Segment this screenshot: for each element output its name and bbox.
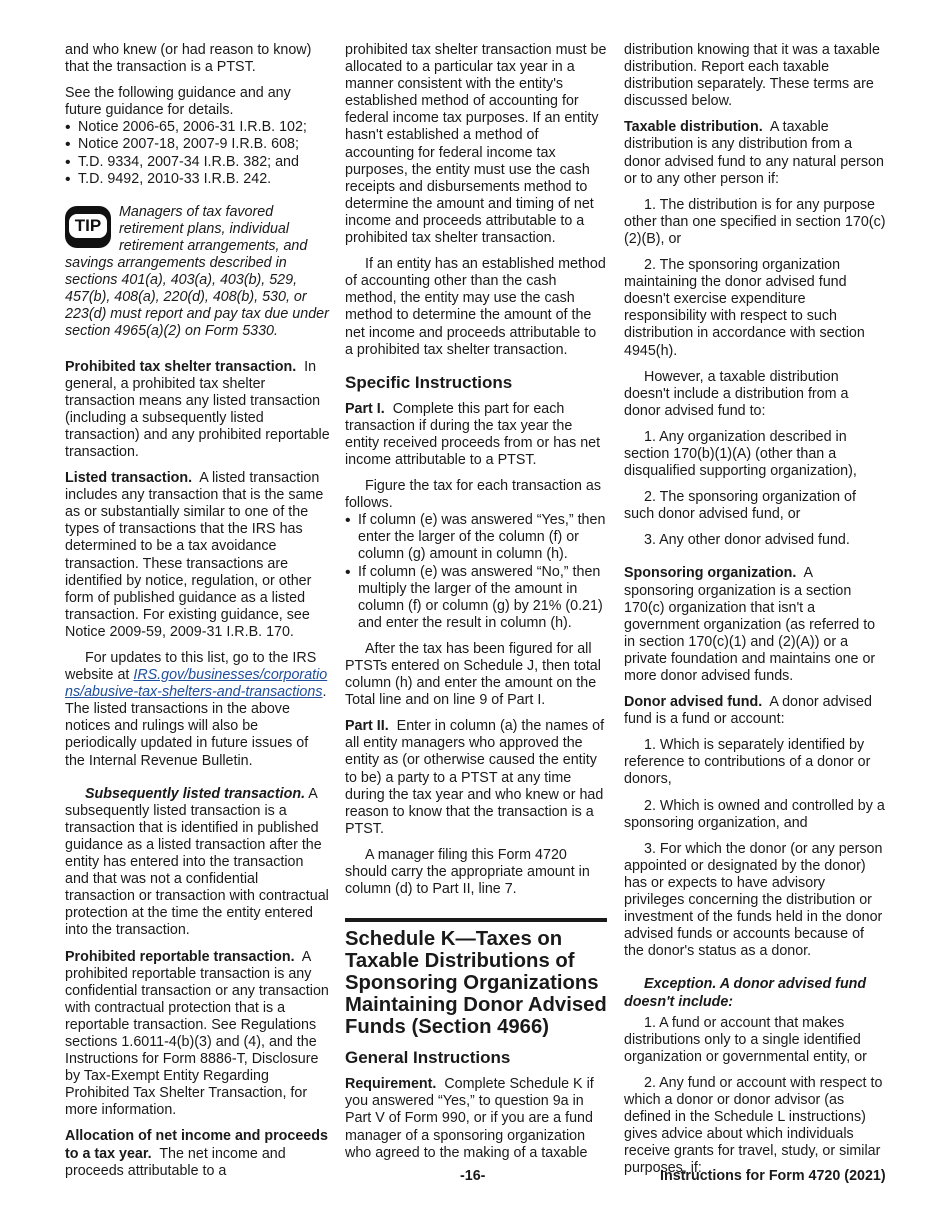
list-item: • Notice 2007-18, 2007-9 I.R.B. 608;	[65, 136, 330, 153]
lt-paragraph	[65, 470, 330, 641]
list-item: • If column (e) was answered “No,” then multiply the larger of the amount in column (f) or column (g) by 21% (0.21) and enter the result in column (h).	[345, 564, 607, 632]
slt-body: A subsequently listed transaction is a transaction that is identified in published guidance as a listed transaction after the entity has entered into the transaction and that was not a confidential transaction or transaction with contractual protection at the time the entity entered into the transaction.	[65, 785, 329, 939]
part2-paragraph	[345, 718, 607, 838]
col2-para-1: prohibited tax shelter transaction must be allocated to a particular tax year in a manner consistent with the entity's established method of accounting for federal income tax purposes. If an entity hasn't established a method of accounting for federal income tax purposes, the entity must use the cash receipts and disbursements method to determine the amount and timing of net income and proceeds attributable to a prohibited tax shelter transaction.	[345, 42, 607, 247]
td-heading: Taxable distribution.	[624, 119, 763, 136]
requirement-body: Complete Schedule K if you answered “Yes,” to question 9a in Part V of Form 990, or if you are a fund manager of a sponsoring organization who agreed to the making of a taxable	[345, 1076, 594, 1161]
however-item-1: 1. Any organization described in section 170(b)(1)(A) (other than a disqualified supporting organization),	[624, 428, 857, 480]
pts-heading: Prohibited tax shelter transaction.	[65, 358, 297, 375]
td-item-2: 2. The sponsoring organization maintaining the donor advised fund doesn't exercise expenditure responsibility with respect to such distribution in accordance with section 4945(h).	[624, 257, 865, 359]
column-2	[345, 42, 607, 1171]
daf-paragraph	[624, 694, 886, 728]
figure-paragraph: Figure the tax for each transaction as follows.	[345, 478, 602, 512]
alloc-heading: Allocation of net income and proceeds to a tax year.	[65, 1128, 328, 1162]
daf-body: A donor advised fund is a fund or account:	[624, 694, 872, 728]
col3-para-1: distribution knowing that it was a taxable distribution. Report each taxable distribution separately. These terms are discussed below.	[624, 42, 880, 110]
document-title: Instructions for Form 4720 (2021)	[660, 1168, 886, 1184]
list-item: • T.D. 9492, 2010-33 I.R.B. 242.	[65, 171, 330, 188]
alloc-paragraph	[65, 1128, 330, 1179]
requirement-paragraph	[345, 1076, 607, 1161]
part1-heading: Part I.	[345, 400, 385, 417]
part2-heading: Part II.	[345, 718, 389, 735]
tax-bullets	[345, 512, 607, 632]
tip-icon	[65, 206, 113, 250]
lt-body: A listed transaction includes any transaction that is the same as or substantially similar to one of the types of transactions that the IRS has determined to be a tax avoidance transaction. These transactions are identified by notice, regulation, or other form of published guidance as a listed transaction. For existing guidance, see Notice 2009-59, 2009-31 I.R.B. 170.	[65, 470, 324, 640]
exception-heading: Exception. A donor advised fund doesn't include:	[624, 976, 867, 1010]
manager-paragraph: A manager filing this Form 4720 should carry the appropriate amount in column (d) to Part II, line 7.	[345, 846, 590, 898]
so-heading: Sponsoring organization.	[624, 565, 797, 582]
pts-paragraph	[65, 359, 330, 462]
td-body: A taxable distribution is any distribution from a donor advised fund to any natural person or to any other person if:	[624, 119, 884, 187]
column-1	[65, 42, 330, 1189]
list-item: • Notice 2006-65, 2006-31 I.R.B. 102;	[65, 119, 330, 136]
schedule-k-rule	[345, 918, 607, 922]
td-item-1: 1. The distribution is for any purpose other than one specified in section 170(c)(2)(B), or	[624, 196, 886, 247]
col2-para-2: If an entity has an established method of accounting other than the cash method, the entity may use the cash method to determine the amount of the net income and proceeds attributable to a prohibited tax shelter transaction.	[345, 256, 606, 358]
pts-body: In general, a prohibited tax shelter transaction means any listed transaction (including a subsequently listed transaction) and any prohibited reportable transaction.	[65, 358, 330, 460]
col1-para-2: See the following guidance and any future guidance for details.	[65, 85, 291, 119]
col1-para-1: and who knew (or had reason to know) that the transaction is a PTST.	[65, 42, 312, 76]
daf-heading: Donor advised fund.	[624, 694, 763, 711]
tip-text: Managers of tax favored retirement plans, individual retirement arrangements, and savings arrangements described in sections 401(a), 403(a), 403(b), 529, 457(b), 408(a), 220(d), 408(b), 530, or 223(d) must report and pay tax due under section 4965(a)(2) on Form 5330.	[65, 203, 329, 340]
list-item: • T.D. 9334, 2007-34 I.R.B. 382; and	[65, 154, 330, 171]
alloc-body: The net income and proceeds attributable to a	[65, 1145, 286, 1179]
daf-item-2: 2. Which is owned and controlled by a sponsoring organization, and	[624, 797, 885, 831]
part2-body: Enter in column (a) the names of all entity managers who approved the entity as (or otherwise caused the entity to be) a party to a PTST at any time during the tax year and who knew or had reason to know that the transaction is a PTST.	[345, 718, 605, 837]
however-item-3: 3. Any other donor advised fund.	[644, 532, 850, 549]
column-3	[624, 42, 886, 1186]
part1-paragraph	[345, 401, 607, 469]
irs-link[interactable]: IRS.gov/businesses/corporations/abusive-tax-shelters-and-transactions	[65, 667, 328, 701]
updates-post: . The listed transactions in the above notices and rulings will also be periodically updated in future issues of the Internal Revenue Bulletin.	[65, 684, 327, 769]
daf-item-1: 1. Which is separately identified by reference to contributions of a donor or donors,	[624, 737, 871, 788]
prt-body: A prohibited reportable transaction is any confidential transaction or any transaction with contractual protection that is a reportable transaction. See Regulations sections 1.6011-4(b)(3) and (4), and the Instructions for Form 8886-T, Disclosure by Tax-Exempt Entity Regarding Prohibited Tax Shelter Transaction, for more information.	[65, 948, 329, 1119]
list-item: • If column (e) was answered “Yes,” then enter the larger of the column (f) or column (g) amount in column (h).	[345, 512, 607, 563]
part1-body: Complete this part for each transaction if during the tax year the entity received proceeds from or has net income attributable to a PTST.	[345, 400, 601, 468]
updates-pre: For updates to this list, go to the IRS website at	[65, 650, 317, 684]
requirement-heading: Requirement.	[345, 1076, 437, 1093]
schedule-k-heading: Schedule K—Taxes on Taxable Distributions of Sponsoring Organizations Maintaining Donor Advised Funds (Section 4966)	[345, 928, 607, 1039]
specific-instructions-heading: Specific Instructions	[345, 372, 513, 392]
however-item-2: 2. The sponsoring organization of such donor advised fund, or	[624, 489, 856, 523]
lt-heading: Listed transaction.	[65, 470, 193, 487]
after-paragraph: After the tax has been figured for all PTSTs entered on Schedule J, then total column (h) and enter the amount on the Total line and on line 9 of Part I.	[345, 640, 601, 709]
daf-item-3: 3. For which the donor (or any person appointed or designated by the donor) has or expects to have advisory privileges concerning the distribution or investment of the funds held in the donor advised funds or accounts because of the donor's status as a donor.	[624, 840, 883, 960]
updates-paragraph	[65, 650, 330, 770]
slt-paragraph	[65, 786, 330, 940]
prt-paragraph	[65, 949, 330, 1120]
tip-label: TIP	[69, 214, 107, 238]
prt-heading: Prohibited reportable transaction.	[65, 948, 295, 965]
exception-item-1: 1. A fund or account that makes distributions only to a single identified organization or governmental entity, or	[624, 1014, 867, 1065]
however-paragraph: However, a taxable distribution doesn't include a distribution from a donor advised fund to:	[624, 368, 849, 419]
page-number: -16-	[460, 1168, 486, 1184]
so-paragraph	[624, 565, 886, 685]
general-instructions-heading: General Instructions	[345, 1048, 511, 1068]
exception-item-2: 2. Any fund or account with respect to which a donor or donor advisor (as defined in the Schedule L instructions) gives advice about which individuals receive grants for travel, study, or similar purposes, if:	[624, 1074, 883, 1177]
td-paragraph	[624, 119, 886, 187]
notice-list	[65, 119, 330, 187]
slt-heading: Subsequently listed transaction.	[85, 785, 306, 802]
so-body: A sponsoring organization is a section 170(c) organization that isn't a government organization (as referred to in section 170(c)(1) and (2)(A)) or a private foundation and maintains one or more donor advised funds.	[624, 565, 876, 684]
tip-box	[65, 204, 330, 341]
